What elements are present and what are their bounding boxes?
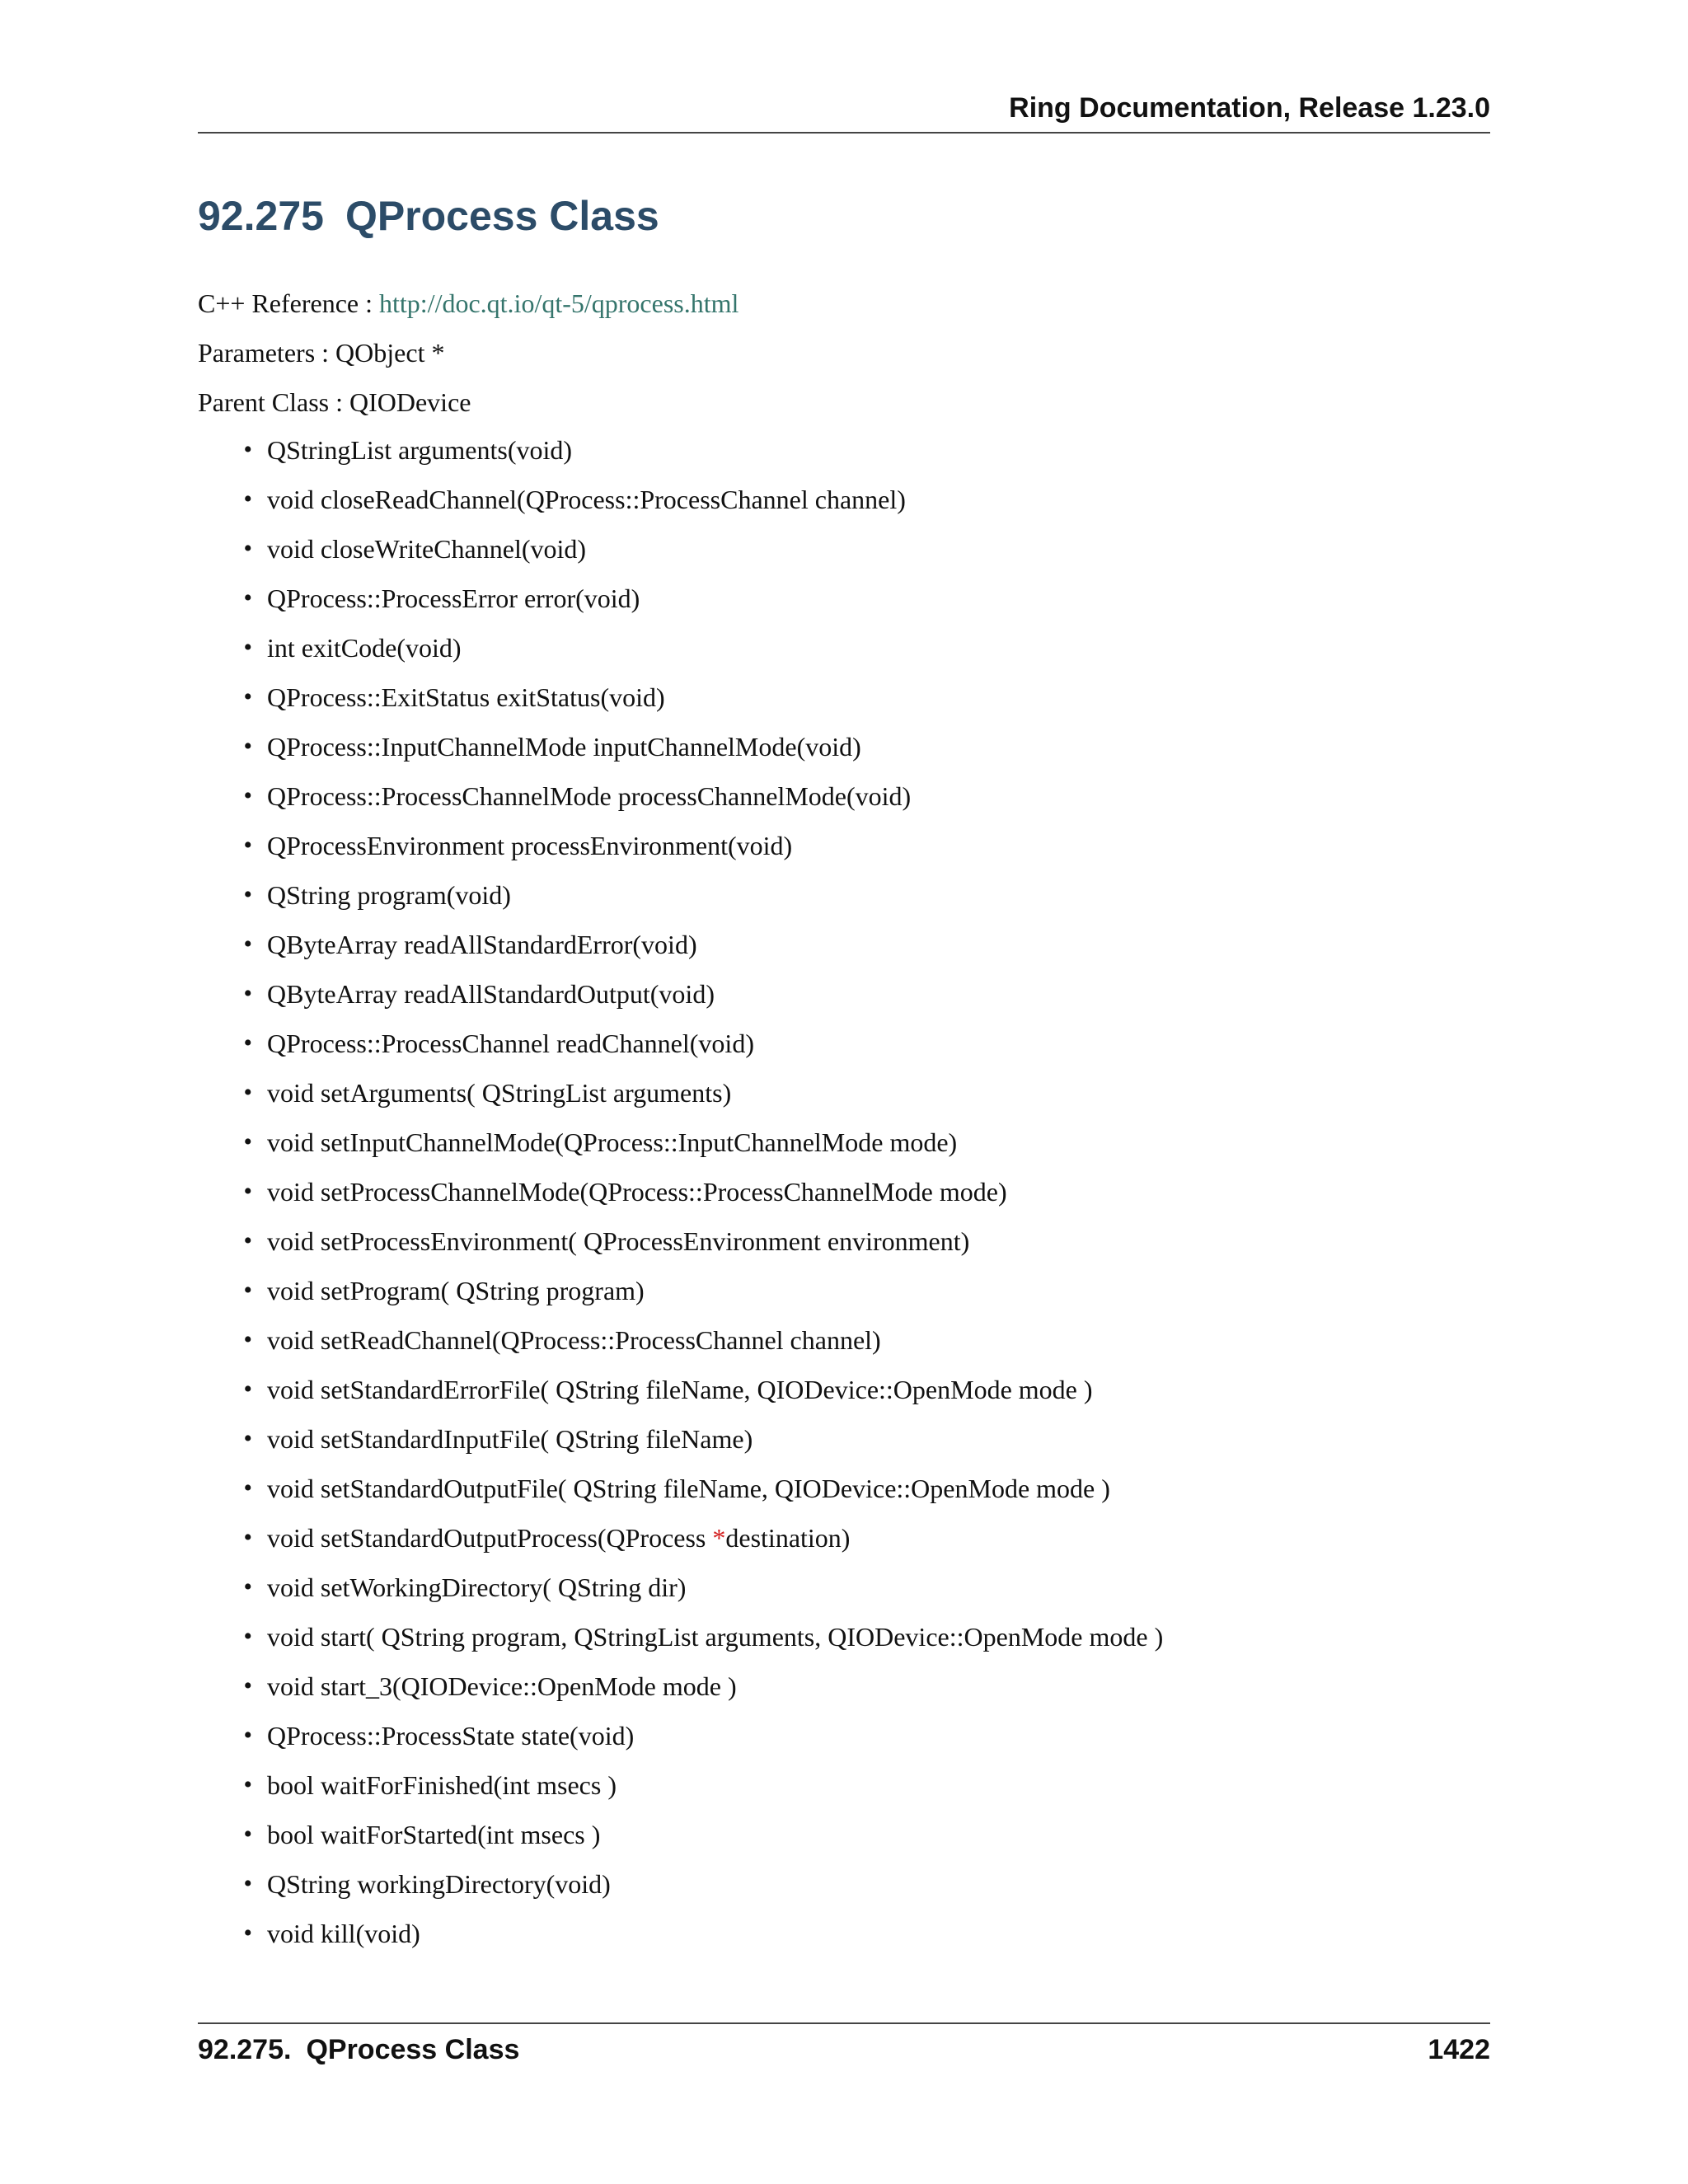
method-item bbox=[198, 1719, 1163, 1769]
method-signature: QProcess::ProcessState state(void) bbox=[267, 1721, 635, 1750]
bullet-icon: • bbox=[243, 436, 252, 463]
bullet-icon: • bbox=[243, 535, 252, 562]
method-item bbox=[198, 532, 1163, 582]
cpp-reference-label: C++ Reference : bbox=[198, 288, 373, 318]
method-item bbox=[198, 1126, 1163, 1175]
method-signature: QString workingDirectory(void) bbox=[267, 1869, 611, 1899]
page-footer bbox=[198, 2022, 1490, 2067]
method-signature: void setProcessEnvironment( QProcessEnvironment environment) bbox=[267, 1226, 970, 1256]
method-item bbox=[198, 977, 1163, 1027]
bullet-icon: • bbox=[243, 1128, 252, 1155]
method-item bbox=[198, 1422, 1163, 1472]
footer-section bbox=[198, 2032, 519, 2067]
bullet-icon: • bbox=[243, 1573, 252, 1601]
bullet-icon: • bbox=[243, 634, 252, 661]
method-signature: bool waitForStarted(int msecs ) bbox=[267, 1820, 601, 1849]
method-list bbox=[198, 434, 1163, 1966]
method-signature: QString program(void) bbox=[267, 880, 511, 910]
method-item bbox=[198, 1274, 1163, 1324]
method-item bbox=[198, 582, 1163, 631]
method-signature: bool waitForFinished(int msecs ) bbox=[267, 1770, 617, 1800]
method-signature: void setInputChannelMode(QProcess::InputChannelMode mode) bbox=[267, 1127, 958, 1157]
method-signature: void closeWriteChannel(void) bbox=[267, 534, 587, 564]
method-item bbox=[198, 1917, 1163, 1966]
method-signature: void start( QString program, QStringList arguments, QIODevice::OpenMode mode ) bbox=[267, 1622, 1164, 1652]
method-item bbox=[198, 1868, 1163, 1917]
method-item bbox=[198, 483, 1163, 532]
method-item bbox=[198, 1373, 1163, 1422]
method-item bbox=[198, 434, 1163, 483]
method-item bbox=[198, 1620, 1163, 1670]
bullet-icon: • bbox=[243, 1326, 252, 1353]
method-signature: void setReadChannel(QProcess::ProcessChannel channel) bbox=[267, 1325, 881, 1355]
method-signature: void setArguments( QStringList arguments) bbox=[267, 1078, 732, 1108]
method-signature: int exitCode(void) bbox=[267, 633, 462, 663]
method-item bbox=[198, 1670, 1163, 1719]
bullet-icon: • bbox=[243, 980, 252, 1007]
bullet-icon: • bbox=[243, 1178, 252, 1205]
method-item bbox=[198, 631, 1163, 681]
method-signature: void setStandardOutputProcess(QProcess *destination) bbox=[267, 1523, 851, 1553]
method-item bbox=[198, 1472, 1163, 1521]
method-signature: QByteArray readAllStandardOutput(void) bbox=[267, 979, 715, 1009]
bullet-icon: • bbox=[243, 1821, 252, 1848]
parameters-label: Parameters : bbox=[198, 338, 330, 368]
method-signature: QProcess::ExitStatus exitStatus(void) bbox=[267, 682, 665, 712]
parameters-value: QObject * bbox=[335, 338, 445, 368]
method-signature: QProcess::InputChannelMode inputChannelMode(void) bbox=[267, 732, 861, 762]
bullet-icon: • bbox=[243, 1870, 252, 1897]
bullet-icon: • bbox=[243, 1029, 252, 1057]
bullet-icon: • bbox=[243, 930, 252, 958]
bullet-icon: • bbox=[243, 485, 252, 513]
bullet-icon: • bbox=[243, 1919, 252, 1947]
method-item bbox=[198, 928, 1163, 977]
page-number: 1422 bbox=[1428, 2034, 1490, 2065]
method-item bbox=[198, 1521, 1163, 1571]
bullet-icon: • bbox=[243, 683, 252, 710]
method-item bbox=[198, 879, 1163, 928]
bullet-icon: • bbox=[243, 782, 252, 809]
bullet-icon: • bbox=[243, 1079, 252, 1106]
bullet-icon: • bbox=[243, 584, 252, 612]
method-signature: void kill(void) bbox=[267, 1919, 420, 1948]
method-signature: void setWorkingDirectory( QString dir) bbox=[267, 1572, 687, 1602]
bullet-icon: • bbox=[243, 1524, 252, 1551]
bullet-icon: • bbox=[243, 1474, 252, 1502]
method-item bbox=[198, 829, 1163, 879]
method-signature: QProcessEnvironment processEnvironment(void) bbox=[267, 831, 793, 860]
parent-class-value: QIODevice bbox=[349, 387, 471, 417]
bullet-icon: • bbox=[243, 733, 252, 760]
bullet-icon: • bbox=[243, 832, 252, 859]
bullet-icon: • bbox=[243, 1376, 252, 1403]
document-title: Ring Documentation, Release 1.23.0 bbox=[1009, 92, 1490, 124]
method-signature: void start_3(QIODevice::OpenMode mode ) bbox=[267, 1671, 737, 1701]
method-item bbox=[198, 681, 1163, 730]
method-item bbox=[198, 1027, 1163, 1076]
method-signature: void setStandardInputFile( QString fileName) bbox=[267, 1424, 753, 1454]
method-item bbox=[198, 1175, 1163, 1225]
section-title-text: QProcess Class bbox=[345, 193, 659, 239]
bullet-icon: • bbox=[243, 1722, 252, 1749]
method-signature: QStringList arguments(void) bbox=[267, 435, 573, 465]
method-signature: void setProgram( QString program) bbox=[267, 1276, 645, 1305]
bullet-icon: • bbox=[243, 881, 252, 908]
bullet-icon: • bbox=[243, 1771, 252, 1798]
asterisk-mark: * bbox=[712, 1523, 726, 1553]
method-item bbox=[198, 1769, 1163, 1818]
bullet-icon: • bbox=[243, 1672, 252, 1699]
method-item bbox=[198, 780, 1163, 829]
method-item bbox=[198, 1076, 1163, 1126]
method-signature: void setStandardOutputFile( QString fileName, QIODevice::OpenMode mode ) bbox=[267, 1474, 1110, 1503]
method-signature: QByteArray readAllStandardError(void) bbox=[267, 930, 697, 959]
parent-class-label: Parent Class : bbox=[198, 387, 343, 417]
method-signature: QProcess::ProcessError error(void) bbox=[267, 583, 640, 613]
section-number: 92.275 bbox=[198, 193, 324, 239]
method-item bbox=[198, 1324, 1163, 1373]
bullet-icon: • bbox=[243, 1227, 252, 1254]
page-header bbox=[198, 91, 1490, 134]
method-item bbox=[198, 1225, 1163, 1274]
parent-class-line bbox=[198, 386, 471, 419]
method-signature: QProcess::ProcessChannelMode processChannelMode(void) bbox=[267, 781, 912, 811]
footer-section-number: 92.275. bbox=[198, 2034, 292, 2065]
cpp-reference-link[interactable]: http://doc.qt.io/qt-5/qprocess.html bbox=[379, 288, 739, 318]
bullet-icon: • bbox=[243, 1623, 252, 1650]
method-item bbox=[198, 1571, 1163, 1620]
method-signature: void setStandardErrorFile( QString fileName, QIODevice::OpenMode mode ) bbox=[267, 1375, 1093, 1404]
method-signature: void setProcessChannelMode(QProcess::ProcessChannelMode mode) bbox=[267, 1177, 1007, 1207]
cpp-reference-line bbox=[198, 287, 738, 320]
method-item bbox=[198, 730, 1163, 780]
bullet-icon: • bbox=[243, 1277, 252, 1304]
method-signature: QProcess::ProcessChannel readChannel(void) bbox=[267, 1029, 754, 1058]
parameters-line bbox=[198, 336, 444, 369]
footer-section-title: QProcess Class bbox=[306, 2034, 520, 2065]
method-signature: void closeReadChannel(QProcess::ProcessChannel channel) bbox=[267, 485, 906, 514]
bullet-icon: • bbox=[243, 1425, 252, 1452]
section-title bbox=[198, 191, 659, 241]
method-item bbox=[198, 1818, 1163, 1868]
